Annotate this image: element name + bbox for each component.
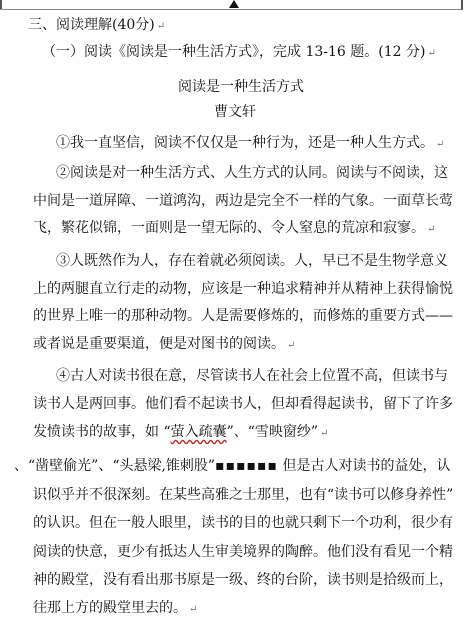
return-mark-icon: ↵ <box>156 21 166 32</box>
paragraph-3-line-4: 或者说是重要渠道，便是对图书的阅读。 ↵ <box>33 336 296 352</box>
paragraph-1-line-1: ①我一直坚信，阅读不仅仅是一种行为，还是一种人生方式。 ↵ <box>56 135 445 151</box>
cursor-triangle-icon <box>229 0 239 8</box>
paragraph-3-line-3: 的世界上唯一的那种动物。人是需要修炼的，而修炼的重要方式—— <box>33 308 453 324</box>
paragraph-4-line-4: 、“凿壁偷光”、“头悬梁,锥刺股”▪▪▪▪▪▪ 但是古人对读书的益处，认 <box>14 458 451 474</box>
page-top-border <box>0 0 473 12</box>
paragraph-4-line-3: 发愤读书的故事，如 “萤入疏囊”、“雪映窗纱” ↵ <box>33 424 329 440</box>
paragraph-4-line-7: 阅读的快意，更少有抵达人生审美境界的陶醉。他们没有看见一个精 <box>33 544 453 560</box>
paragraph-4-line-9: 往那上方的殿堂里去的。 ↵ <box>33 600 198 616</box>
highlighted-idiom: 萤入疏囊 <box>170 424 227 440</box>
paragraph-4-line-2: 读书人是两回事。他们看不起读书人，但却看得起读书，留下了许多 <box>33 396 453 412</box>
paragraph-3-line-2: 上的两腿直立行走的动物，应该是一种追求精神并从精神上获得愉悦 <box>33 281 453 297</box>
paragraph-2-line-1: ②阅读是对一种生活方式、人生方式的认同。阅读与不阅读，这 <box>56 165 448 181</box>
return-mark-icon: ↵ <box>427 48 436 59</box>
paragraph-2-line-2: 中间是一道屏障、一道鸿沟，两边是完全不一样的气象。一面草长莺 <box>33 193 453 209</box>
passage-author: 曹文轩 <box>214 104 256 120</box>
passage-title: 阅读是一种生活方式 <box>178 79 304 95</box>
paragraph-4-line-5: 识似乎并不很深刻。在某些高雅之士那里，也有“读书可以修身养性” <box>33 487 454 503</box>
top-rule <box>0 9 463 10</box>
section-heading: 三、阅读理解(40分) ↵ <box>28 17 166 33</box>
paragraph-2-line-3: 飞，繁花似锦，一面则是一望无际的、令人窒息的荒凉和寂寥。 ↵ <box>33 220 436 236</box>
paragraph-4-line-1: ④古人对读书很在意，尽管读书人在社会上位置不高，但读书与 <box>56 368 448 384</box>
right-margin-rule <box>461 0 463 10</box>
paragraph-4-line-8: 神的殿堂，没有看出那书原是一级、终的台阶，读书则是拾级而上， <box>33 572 453 588</box>
task-instruction: （一）阅读《阅读是一种生活方式》，完成 13-16 题。(12 分) ↵ <box>42 44 436 60</box>
ellipsis-dots: ▪▪▪▪▪▪ <box>215 458 279 474</box>
paragraph-3-line-1: ③人既然作为人，存在着就必须阅读。人，早已不是生物学意义 <box>56 253 448 269</box>
paragraph-4-line-6: 的认识。但在一般人眼里，读书的目的也就只剩下一个功利，很少有 <box>33 515 453 531</box>
